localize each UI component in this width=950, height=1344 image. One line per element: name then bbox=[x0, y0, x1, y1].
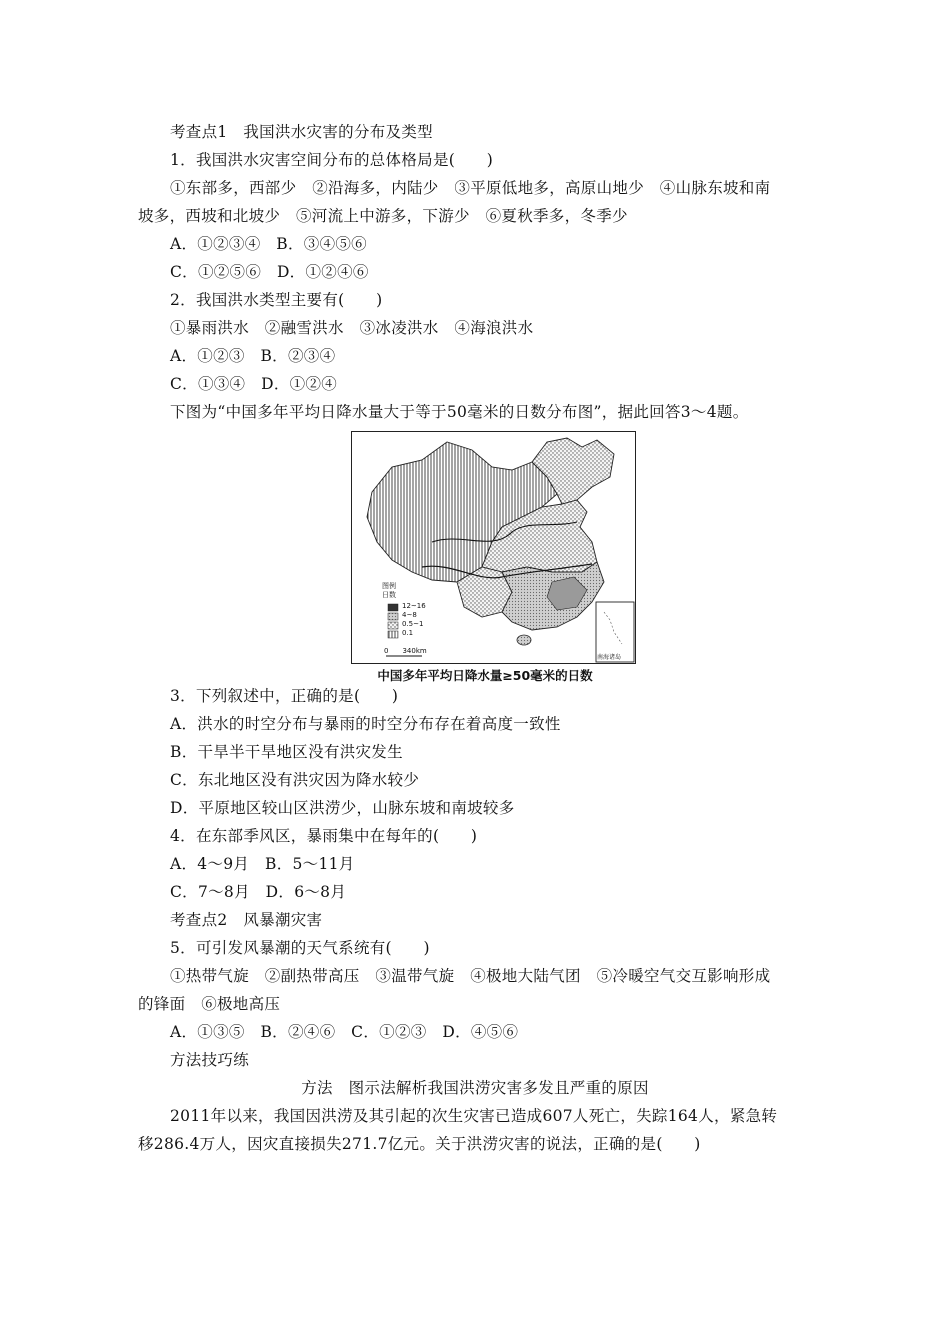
passage-line-1: 2011年以来，我国因洪涝及其引起的次生灾害已造成607人死亡，失踪164人，紧急转 bbox=[170, 1107, 778, 1125]
section-heading-2: 考查点2 风暴潮灾害 bbox=[170, 911, 323, 929]
question-3-option-a: A．洪水的时空分布与暴雨的时空分布存在着高度一致性 bbox=[170, 715, 561, 733]
china-map bbox=[352, 432, 635, 663]
question-2-choice-ab: A．①②③ B．②③④ bbox=[170, 347, 336, 365]
legend-label: 0.5~1 bbox=[402, 620, 424, 628]
question-1-options-b: 坡多，西坡和北坡少 ⑤河流上中游多，下游少 ⑥夏秋季多，冬季少 bbox=[138, 207, 628, 225]
figure-caption: 中国多年平均日降水量≥50毫米的日数 bbox=[377, 668, 593, 683]
question-1-choice-cd: C．①②⑤⑥ D．①②④⑥ bbox=[170, 263, 369, 281]
legend-swatch-1 bbox=[388, 604, 398, 611]
question-1-choice-ab: A．①②③④ B．③④⑤⑥ bbox=[170, 235, 367, 253]
map-legend bbox=[382, 582, 396, 600]
section-heading-1: 考查点1 我国洪水灾害的分布及类型 bbox=[170, 123, 433, 141]
question-2: 2．我国洪水类型主要有( ) bbox=[170, 291, 383, 309]
legend-swatch-4 bbox=[388, 631, 398, 638]
question-5-options-a: ①热带气旋 ②副热带高压 ③温带气旋 ④极地大陆气团 ⑤冷暖空气交互影响形成 bbox=[170, 967, 771, 985]
question-2-options: ①暴雨洪水 ②融雪洪水 ③冰凌洪水 ④海浪洪水 bbox=[170, 319, 534, 337]
method-title: 方法 图示法解析我国洪涝灾害多发且严重的原因 bbox=[301, 1079, 649, 1097]
question-5-options-b: 的锋面 ⑥极地高压 bbox=[138, 995, 281, 1013]
legend-swatch-3 bbox=[388, 622, 398, 629]
question-1: 1．我国洪水灾害空间分布的总体格局是( ) bbox=[170, 151, 494, 169]
legend-label: 12~16 bbox=[402, 602, 426, 610]
question-5-choices: A．①③⑤ B．②④⑥ C．①②③ D．④⑤⑥ bbox=[170, 1023, 519, 1041]
question-4: 4．在东部季风区，暴雨集中在每年的( ) bbox=[170, 827, 478, 845]
hainan-island bbox=[517, 635, 531, 645]
question-3-option-c: C．东北地区没有洪灾因为降水较少 bbox=[170, 771, 420, 789]
map-frame bbox=[351, 431, 636, 664]
legend-labels bbox=[402, 602, 426, 638]
figure-intro: 下图为“中国多年平均日降水量大于等于50毫米的日数分布图”，据此回答3～4题。 bbox=[170, 403, 749, 421]
legend-label: 4~8 bbox=[402, 611, 417, 619]
inset-label: 南海诸岛 bbox=[597, 654, 622, 661]
passage-line-2: 移286.4万人，因灾直接损失271.7亿元。关于洪涝灾害的说法，正确的是( ) bbox=[138, 1135, 701, 1153]
question-5: 5．可引发风暴潮的天气系统有( ) bbox=[170, 939, 430, 957]
question-3-option-b: B．干旱半干旱地区没有洪灾发生 bbox=[170, 743, 403, 761]
legend-unit: 日数 bbox=[382, 591, 396, 599]
question-4-choice-ab: A．4～9月 B．5～11月 bbox=[170, 855, 355, 873]
practice-heading: 方法技巧练 bbox=[170, 1051, 250, 1069]
question-2-choice-cd: C．①③④ D．①②④ bbox=[170, 375, 338, 393]
question-1-options-a: ①东部多，西部少 ②沿海多，内陆少 ③平原低地多，高原山地少 ④山脉东坡和南 bbox=[170, 179, 771, 197]
precipitation-map-figure bbox=[351, 431, 636, 664]
question-3: 3．下列叙述中，正确的是( ) bbox=[170, 687, 399, 705]
scale-label: 0 340km bbox=[384, 647, 427, 655]
question-3-option-d: D．平原地区较山区洪涝少，山脉东坡和南坡较多 bbox=[170, 799, 515, 817]
legend-swatch-2 bbox=[388, 613, 398, 620]
legend-label: 0.1 bbox=[402, 629, 414, 637]
legend-title: 图例 bbox=[382, 582, 396, 590]
question-4-choice-cd: C．7～8月 D．6～8月 bbox=[170, 883, 347, 901]
